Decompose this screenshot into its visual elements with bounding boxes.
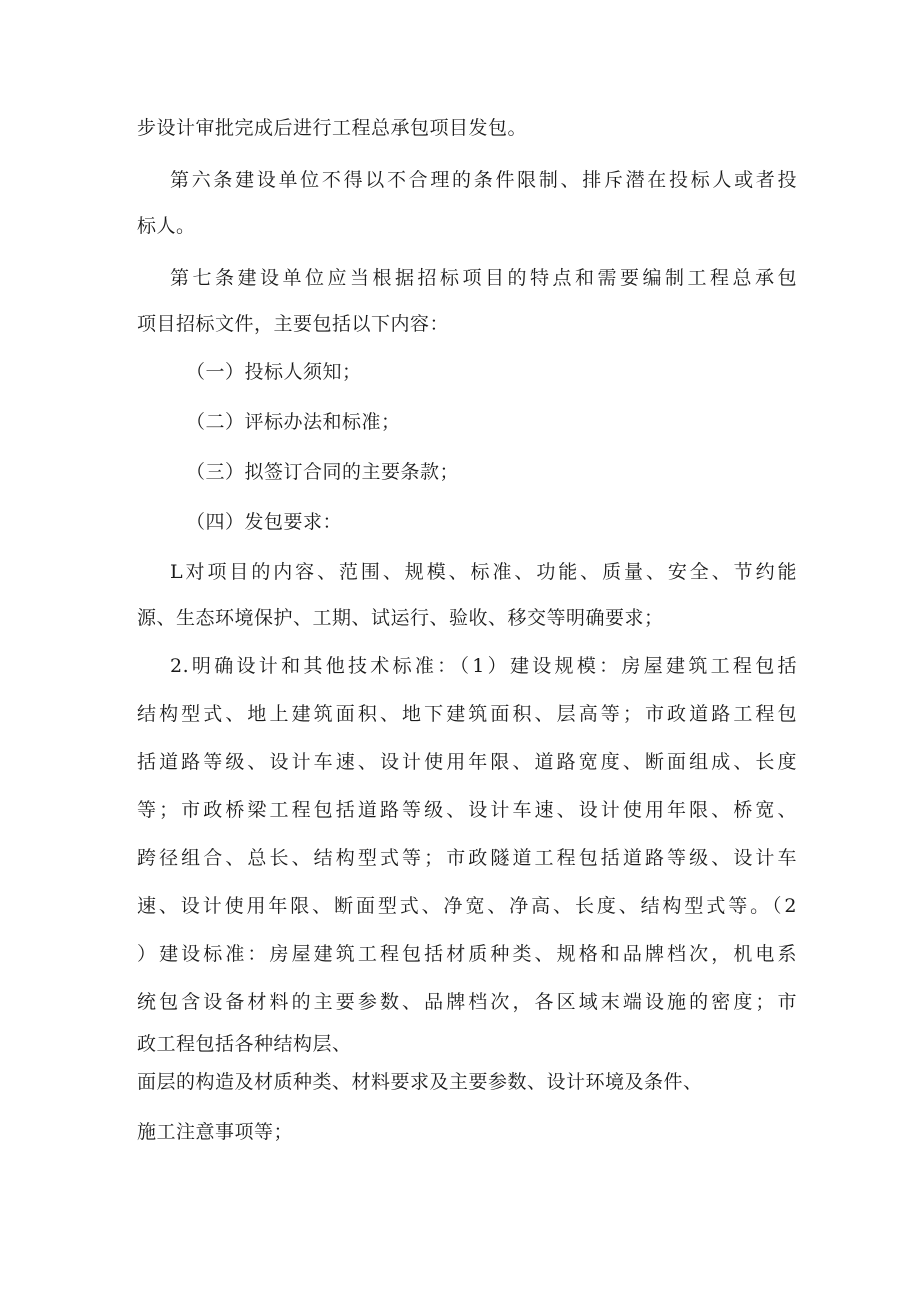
paragraph-line: 标人。 <box>137 215 196 237</box>
paragraph-line: 源、生态环境保护、工期、试运行、验收、移交等明确要求； <box>137 607 664 629</box>
paragraph-line: 括道路等级、设计车速、设计使用年限、道路宽度、断面组成、长度 <box>137 751 797 773</box>
paragraph-line: 跨径组合、总长、结构型式等；市政隧道工程包括道路等级、设计车 <box>137 847 797 869</box>
paragraph-line: ）建设标准：房屋建筑工程包括材质种类、规格和品牌档次，机电系 <box>137 943 797 965</box>
article-seven-line: 第七条建设单位应当根据招标项目的特点和需要编制工程总承包 <box>170 267 797 289</box>
requirement-one-line: L对项目的内容、范围、规模、标准、功能、质量、安全、节约能 <box>170 561 797 583</box>
paragraph-line: 政工程包括各种结构层、 <box>137 1033 352 1055</box>
list-item: （一）投标人须知； <box>186 361 362 383</box>
paragraph-line: 速、设计使用年限、断面型式、净宽、净高、长度、结构型式等。（2 <box>137 895 797 917</box>
requirement-two-line: 2.明确设计和其他技术标准：（1）建设规模：房屋建筑工程包括 <box>170 655 797 677</box>
list-item: （四）发包要求： <box>186 511 343 533</box>
paragraph-line: 项目招标文件，主要包括以下内容： <box>137 313 450 335</box>
article-six-line: 第六条建设单位不得以不合理的条件限制、排斥潜在投标人或者投 <box>170 169 797 191</box>
paragraph-line: 施工注意事项等； <box>137 1121 294 1143</box>
list-item: （二）评标办法和标准； <box>186 411 401 433</box>
paragraph-line: 面层的构造及材质种类、材料要求及主要参数、设计环境及条件、 <box>137 1071 703 1093</box>
paragraph-line: 步设计审批完成后进行工程总承包项目发包。 <box>137 117 528 139</box>
paragraph-line: 结构型式、地上建筑面积、地下建筑面积、层高等；市政道路工程包 <box>137 703 797 725</box>
list-item: （三）拟签订合同的主要条款； <box>186 461 460 483</box>
paragraph-line: 等；市政桥梁工程包括道路等级、设计车速、设计使用年限、桥宽、 <box>137 799 797 821</box>
paragraph-line: 统包含设备材料的主要参数、品牌档次，各区域末端设施的密度；市 <box>137 991 797 1013</box>
